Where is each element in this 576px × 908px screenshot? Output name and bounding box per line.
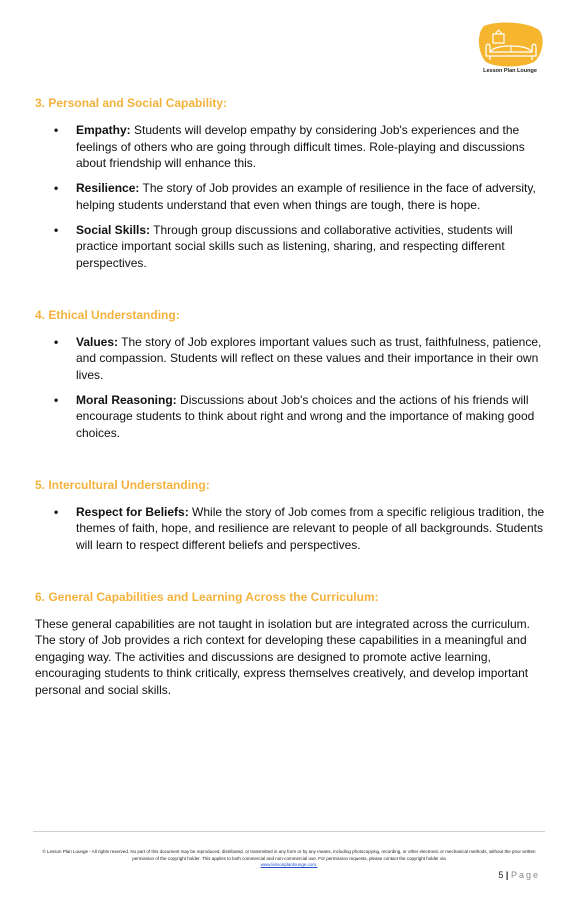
list-item: [35, 180, 545, 213]
section-heading-intercultural: 5. Intercultural Understanding:: [35, 477, 210, 492]
section-heading-ethical: 4. Ethical Understanding:: [35, 307, 180, 322]
item-text: Discussions about Job's choices and the actions of his friends will encourage students to think about right and wrong and the importance of making good choices.: [76, 392, 535, 440]
bullet-icon: •: [54, 504, 59, 519]
list-item: [35, 504, 545, 554]
page-separator: |: [505, 870, 509, 880]
intercultural-list: [35, 504, 545, 554]
general-capabilities-paragraph: These general capabilities are not taught in isolation but are integrated across the curriculum. The story of Job provides a rich context for developing these capabilities in a meaningful and engaging way. The activities and discussions are designed to promote active learning, encouraging students to think critically, express themselves creatively, and develop important personal and social skills.: [35, 616, 530, 697]
list-item: [35, 222, 545, 272]
copyright-text: © Lesson Plan Lounge - All rights reserved. No part of this document may be reproduced, distributed, or transmitted in any form or by any means, including photocopying, recording, or other electronic or mechanical methods, without the prior written permission of the copyright holder. This applies to both commercial and non-commercial use. For permission requests, please contact the copyright holder via: [42, 849, 536, 861]
footer-divider: [33, 831, 545, 832]
bullet-icon: •: [54, 181, 59, 195]
document-body: [35, 96, 545, 698]
item-term: Resilience:: [76, 181, 140, 195]
item-text: While the story of Job comes from a specific religious tradition, the themes of faith, hope, and resilience are relevant to people of all backgrounds. Students will learn to respect different beliefs and perspectives.: [76, 504, 545, 552]
item-term: Values:: [76, 334, 119, 349]
website-link[interactable]: www.lessonplanlounge.com.: [260, 862, 318, 867]
item-term: Social Skills:: [76, 222, 151, 237]
bullet-icon: •: [54, 222, 59, 237]
sofa-logo-icon: [476, 22, 544, 70]
logo-text: Lesson Plan Lounge: [483, 68, 537, 74]
item-term: Empathy:: [76, 123, 131, 137]
section-heading-personal-social: 3. Personal and Social Capability:: [35, 96, 228, 110]
lesson-plan-lounge-logo: [476, 22, 544, 78]
list-item: [35, 392, 545, 442]
section-heading-general-capabilities: 6. General Capabilities and Learning Across the Curriculum:: [35, 589, 379, 604]
bullet-icon: •: [54, 392, 59, 407]
item-text: Students will develop empathy by considering Job's experiences and the feelings of others who are going through difficult times. Role-playing and discussions about friendship will enhance this.: [76, 123, 525, 170]
bullet-icon: •: [54, 334, 59, 349]
page-number: [498, 870, 540, 880]
page-label: Page: [510, 870, 540, 880]
list-item: [35, 334, 545, 384]
item-text: Through group discussions and collaborative activities, students will practice important social skills such as listening, sharing, and respecting different perspectives.: [76, 222, 513, 270]
item-term: Moral Reasoning:: [76, 392, 177, 407]
item-text: The story of Job provides an example of resilience in the face of adversity, helping students understand that even when things are tough, there is hope.: [76, 181, 536, 212]
item-text: The story of Job explores important values such as trust, faithfulness, patience, and compassion. Students will reflect on these values and their importance in their own lives.: [76, 334, 542, 382]
page-number-value: 5: [498, 870, 504, 880]
item-term: Respect for Beliefs:: [76, 504, 189, 519]
bullet-icon: •: [54, 123, 59, 137]
personal-social-list: [35, 122, 545, 271]
list-item: [35, 122, 545, 172]
footer-copyright: [33, 849, 545, 869]
ethical-list: [35, 334, 545, 442]
